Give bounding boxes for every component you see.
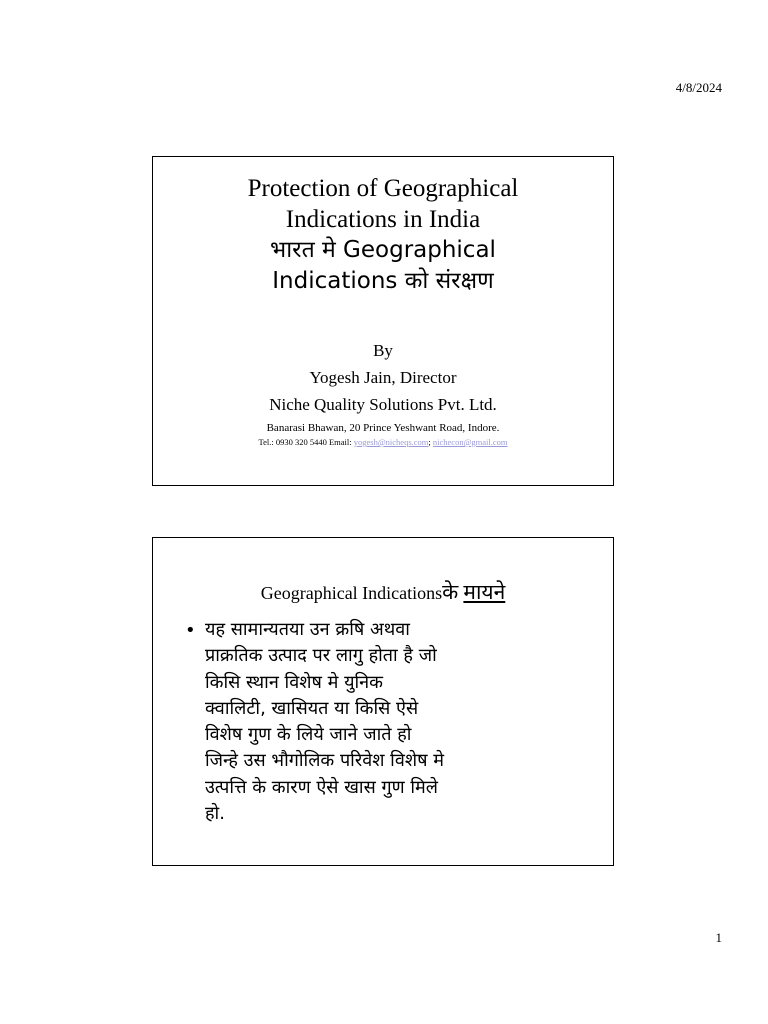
contact-prefix: Tel.: 0930 320 5440 Email: — [258, 437, 354, 447]
bullet-icon: • — [185, 620, 196, 641]
bullet-line: विशेष गुण के लिये जाने जाते हो — [205, 724, 412, 746]
contact-info — [153, 436, 613, 448]
heading-hindi-mayne: मायने — [463, 580, 506, 604]
title-line: Protection of Geographical — [247, 175, 519, 202]
slide-title — [152, 156, 614, 486]
heading-english: Geographical Indications — [260, 583, 443, 603]
bullet-text — [205, 617, 444, 827]
company-name: Niche Quality Solutions Pvt. Ltd. — [269, 395, 497, 414]
slide-title-heading — [153, 173, 613, 297]
company-address: Banarasi Bhawan, 20 Prince Yeshwant Road, Indore. — [266, 422, 500, 434]
slide-meaning-heading — [153, 578, 613, 606]
bullet-item — [185, 617, 581, 827]
bullet-line: किसि स्थान विशेष मे युनिक — [205, 671, 383, 693]
by-label: By — [373, 341, 393, 360]
bullet-line: क्वालिटी, खासियत या किसि ऐसे — [205, 697, 419, 719]
contact-separator: ; — [428, 437, 433, 447]
bullet-line: जिन्हे उस भौगोलिक परिवेश विशेष मे — [205, 750, 444, 772]
bullet-line: उत्पत्ति के कारण ऐसे खास गुण मिले — [205, 776, 438, 798]
author-name: Yogesh Jain, Director — [309, 368, 457, 387]
page-number: 1 — [715, 930, 722, 945]
page-date: 4/8/2024 — [675, 80, 722, 95]
email-link-1[interactable]: yogesh@nicheqs.com — [353, 437, 429, 447]
title-line: Indications को संरक्षण — [272, 268, 494, 294]
title-line: भारत मे Geographical — [270, 237, 496, 263]
bullet-line: प्राक्रतिक उत्पाद पर लागु होता है जो — [205, 645, 437, 667]
slide-meaning — [152, 537, 614, 866]
heading-hindi-ke: के — [442, 580, 459, 604]
bullet-line: यह सामान्यतया उन क्रषि अथवा — [205, 619, 410, 640]
bullet-line: हो. — [205, 803, 225, 825]
credits — [153, 337, 613, 448]
email-link-2[interactable]: nichecon@gmail.com — [432, 437, 508, 447]
title-line: Indications in India — [285, 206, 481, 233]
